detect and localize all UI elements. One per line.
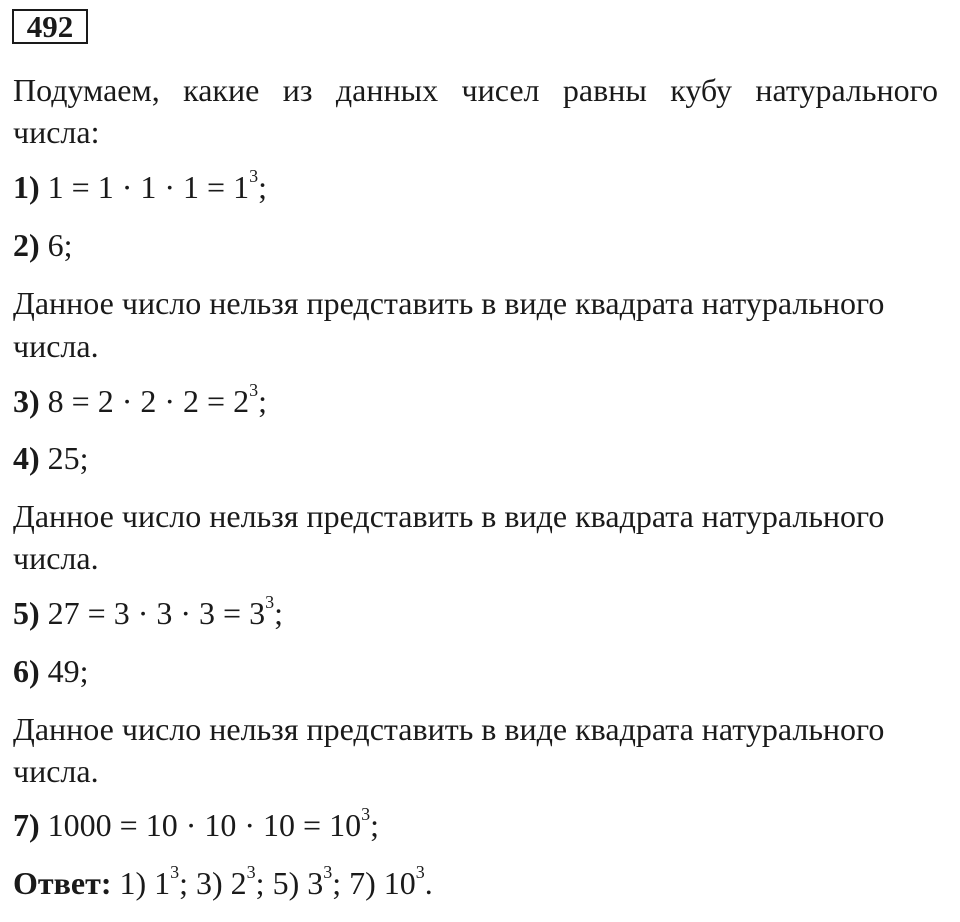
intro-line (13, 70, 938, 110)
exponent: 3 (323, 862, 333, 883)
answer-part: 7) 10 (349, 865, 416, 901)
intro-word: какие (183, 72, 260, 108)
item-5 (13, 593, 283, 633)
item-label: 4) (13, 440, 40, 476)
answer-line (13, 863, 433, 903)
item-label: 2) (13, 227, 40, 263)
answer-part: 3) 2 (196, 865, 247, 901)
answer-separator: ; (179, 865, 189, 901)
item-expression: 1 = 1 · 1 · 1 = 1 (47, 169, 250, 205)
item-expression: 1000 = 10 · 10 · 10 = 10 (47, 807, 362, 843)
item-3 (13, 381, 267, 421)
item-expression: 25; (47, 440, 89, 476)
note-line-2: числа. (13, 540, 99, 576)
exponent: 3 (249, 380, 259, 401)
intro-continuation: числа: (13, 114, 100, 150)
item-2 (13, 225, 73, 265)
item-tail: ; (258, 169, 267, 205)
intro-word: Подумаем, (13, 72, 160, 108)
note-line-1: Данное число нельзя представить в виде квадрата натурального (13, 711, 885, 747)
intro-word: из (282, 72, 313, 108)
item-expression: 6; (47, 227, 73, 263)
item-label: 7) (13, 807, 40, 843)
intro-word: кубу (670, 72, 732, 108)
note-line-2: числа. (13, 328, 99, 364)
item-expression: 27 = 3 · 3 · 3 = 3 (47, 595, 266, 631)
item-1 (13, 167, 267, 207)
item-label: 3) (13, 383, 40, 419)
item-7 (13, 805, 379, 845)
item-label: 1) (13, 169, 40, 205)
exponent: 3 (265, 592, 275, 613)
note-line-2: числа. (13, 753, 99, 789)
exponent: 3 (170, 862, 180, 883)
exponent: 3 (361, 804, 371, 825)
note-line-1: Данное число нельзя представить в виде квадрата натурального (13, 285, 885, 321)
intro-word: равны (562, 72, 647, 108)
answer-part: 5) 3 (272, 865, 324, 901)
answer-separator: ; (332, 865, 342, 901)
intro-word: чисел (461, 72, 540, 108)
item-4 (13, 438, 89, 478)
item-label: 5) (13, 595, 40, 631)
item-tail: ; (258, 383, 267, 419)
answer-separator: . (424, 865, 433, 901)
exponent: 3 (246, 862, 256, 883)
note-line-1: Данное число нельзя представить в виде квадрата натурального (13, 498, 885, 534)
item-6 (13, 651, 89, 691)
answer-label: Ответ: (13, 865, 112, 901)
item-label: 6) (13, 653, 40, 689)
item-expression: 8 = 2 · 2 · 2 = 2 (47, 383, 250, 419)
exponent: 3 (415, 862, 425, 883)
problem-number-box: 492 (12, 9, 88, 44)
exponent: 3 (249, 166, 259, 187)
intro-word: данных (335, 72, 439, 108)
intro-word: натурального (755, 72, 938, 108)
answer-part: 1) 1 (119, 865, 171, 901)
answer-separator: ; (255, 865, 265, 901)
item-tail: ; (274, 595, 283, 631)
item-tail: ; (370, 807, 379, 843)
item-expression: 49; (47, 653, 89, 689)
